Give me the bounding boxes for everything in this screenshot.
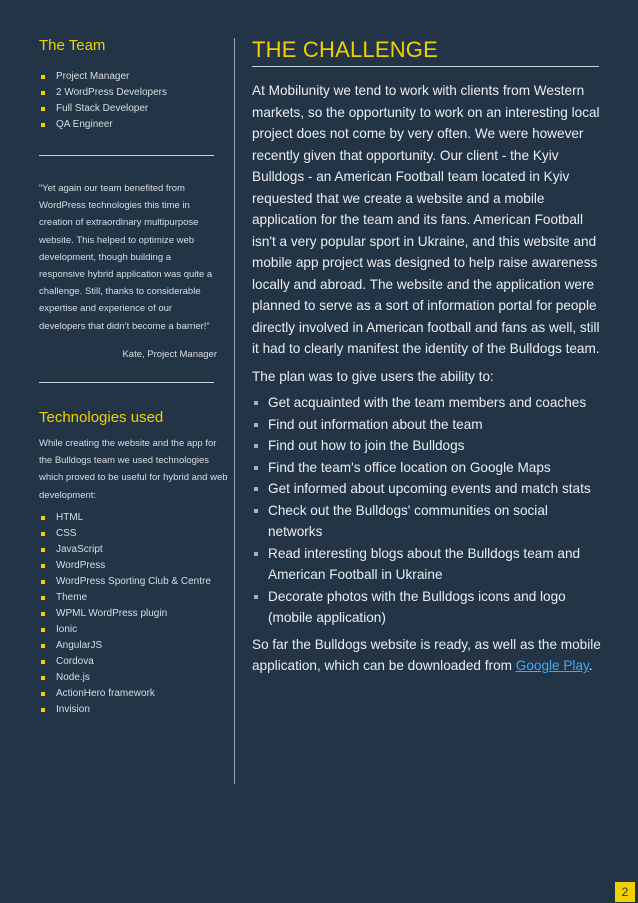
google-play-link[interactable]: Google Play bbox=[515, 658, 589, 673]
bullet-icon bbox=[41, 107, 45, 111]
plan-intro: The plan was to give users the ability to: bbox=[252, 368, 494, 384]
bullet-icon bbox=[41, 532, 45, 536]
list-item: Find the team's office location on Google Maps bbox=[252, 457, 602, 479]
list-item: Project Manager bbox=[39, 69, 225, 85]
bullet-icon bbox=[41, 123, 45, 127]
technologies-heading: Technologies used bbox=[39, 408, 164, 426]
bullet-icon bbox=[41, 612, 45, 616]
list-item: Read interesting blogs about the Bulldogs team and American Football in Ukraine bbox=[252, 543, 602, 586]
divider bbox=[39, 382, 214, 383]
bullet-icon bbox=[41, 676, 45, 680]
bullet-icon bbox=[41, 644, 45, 648]
bullet-icon bbox=[41, 628, 45, 632]
list-item: Node.js bbox=[39, 670, 225, 686]
divider bbox=[39, 155, 214, 156]
list-item: WPML WordPress plugin bbox=[39, 606, 225, 622]
right-column bbox=[252, 36, 602, 677]
list-item: JavaScript bbox=[39, 542, 225, 558]
list-item: WordPress bbox=[39, 558, 225, 574]
page-number: 2 bbox=[615, 882, 635, 902]
plan-list bbox=[252, 392, 602, 629]
list-item: Ionic bbox=[39, 622, 225, 638]
list-item: HTML bbox=[39, 510, 225, 526]
left-column bbox=[39, 36, 228, 718]
list-item: WordPress Sporting Club & Centre bbox=[39, 574, 225, 590]
team-heading: The Team bbox=[39, 37, 106, 54]
team-list bbox=[39, 69, 225, 133]
list-item: 2 WordPress Developers bbox=[39, 85, 225, 101]
bullet-icon bbox=[41, 516, 45, 520]
quote-author: Kate, Project Manager bbox=[122, 348, 217, 360]
list-item: Get acquainted with the team members and coaches bbox=[252, 392, 602, 414]
bullet-icon bbox=[254, 487, 258, 491]
bullet-icon bbox=[254, 401, 258, 405]
list-item: Find out information about the team bbox=[252, 414, 602, 436]
bullet-icon bbox=[41, 91, 45, 95]
list-item: QA Engineer bbox=[39, 117, 225, 133]
list-item: ActionHero framework bbox=[39, 686, 225, 702]
bullet-icon bbox=[41, 708, 45, 712]
bullet-icon bbox=[41, 660, 45, 664]
challenge-heading: THE CHALLENGE bbox=[252, 37, 438, 62]
bullet-icon bbox=[254, 423, 258, 427]
heading-underline bbox=[252, 66, 599, 67]
challenge-paragraph: At Mobilunity we tend to work with clients from Western markets, so the opportunity to work on an interesting local project does not come by very often. We were however recently given that opportunity. Our client - the Kyiv Bulldogs - an American Football team located in Kyiv requested that we create a website and a mobile application for the team and its fans. American Football isn't a very popular sport in Ukraine, and this website and mobile app project was designed to help raise awareness locally and abroad. The website and the application were planned to serve as a sort of information portal for people directly involved in American football and fans as well, still it had to clearly manifest the identity of the Bulldogs team. bbox=[252, 83, 600, 356]
list-item: AngularJS bbox=[39, 638, 225, 654]
list-item: CSS bbox=[39, 526, 225, 542]
column-divider bbox=[234, 38, 235, 784]
list-item: Decorate photos with the Bulldogs icons and logo (mobile application) bbox=[252, 586, 602, 629]
list-item: Invision bbox=[39, 702, 225, 718]
bullet-icon bbox=[254, 509, 258, 513]
list-item: Check out the Bulldogs' communities on social networks bbox=[252, 500, 602, 543]
list-item: Cordova bbox=[39, 654, 225, 670]
bullet-icon bbox=[41, 596, 45, 600]
list-item: Full Stack Developer bbox=[39, 101, 225, 117]
technologies-list bbox=[39, 510, 225, 718]
technologies-intro: While creating the website and the app for the Bulldogs team we used technologies which proved to be useful for hybrid and web development: bbox=[39, 437, 228, 501]
testimonial-quote: “Yet again our team benefited from WordPress technologies this time in creation of extraordinary multipurpose website. This helped to optimize web development, though building a responsive hybrid application was quite a challenge. Still, thanks to considerable expertise and experience of our developers that didn’t become a barrier!” bbox=[39, 183, 213, 332]
bullet-icon bbox=[254, 552, 258, 556]
list-item: Theme bbox=[39, 590, 225, 606]
bullet-icon bbox=[254, 444, 258, 448]
bullet-icon bbox=[41, 75, 45, 79]
bullet-icon bbox=[254, 595, 258, 599]
list-item: Get informed about upcoming events and match stats bbox=[252, 478, 602, 500]
bullet-icon bbox=[41, 580, 45, 584]
closing-paragraph: So far the Bulldogs website is ready, as well as the mobile application, which can be downloaded from Google Play. bbox=[252, 636, 601, 673]
bullet-icon bbox=[41, 564, 45, 568]
bullet-icon bbox=[41, 692, 45, 696]
bullet-icon bbox=[254, 466, 258, 470]
list-item: Find out how to join the Bulldogs bbox=[252, 435, 602, 457]
bullet-icon bbox=[41, 548, 45, 552]
